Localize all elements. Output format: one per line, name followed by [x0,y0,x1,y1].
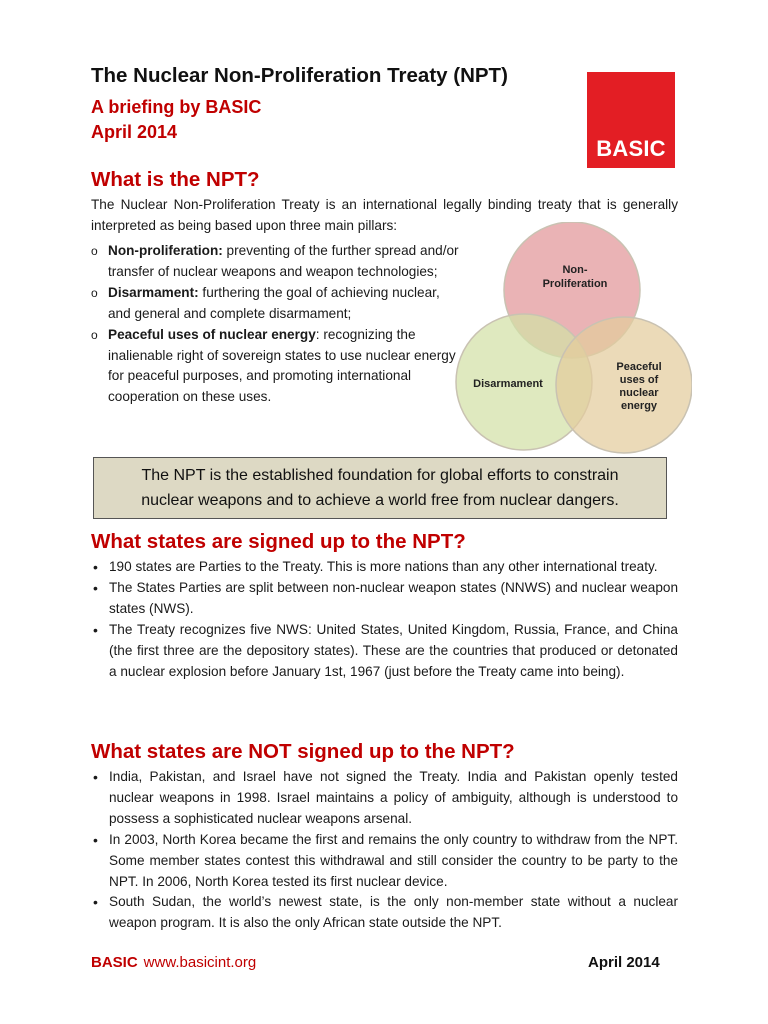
venn-label-right-2: uses of [619,374,659,386]
footer-date: April 2014 [588,954,660,971]
list-item: • The States Parties are split between non-nuclear weapon states (NNWS) and nuclear weapon states (NWS). [91,578,678,620]
list-item: • In 2003, North Korea became the first and remains the only country to withdraw from the NPT. Some member states contest this withdrawal and still consider the country to be party to the NPT. In 2006, North Korea tested its first nuclear device. [91,830,678,893]
section-heading-signed-states: What states are signed up to the NPT? [91,530,466,553]
list-item: • South Sudan, the world’s newest state, is the only non-member state without a nuclear weapon program. It is also the only African state outside the NPT. [91,892,678,934]
venn-label-left: Disarmament [473,378,543,390]
list-item [91,283,461,325]
footer-website-link[interactable]: www.basicint.org [143,954,257,971]
document-subtitle: A briefing by BASIC [91,97,262,117]
venn-label-top-1: Non- [562,264,588,276]
document-title: The Nuclear Non-Proliferation Treaty (NPT) [91,64,508,87]
footer [91,954,256,971]
list-item [91,241,461,283]
pillar-text: : recognizing the inalienable right of sovereign states to use nuclear energy for peaceful purposes, and promoting international cooperation on these uses. [108,326,456,405]
pillar-term: Non-proliferation: [108,243,223,258]
venn-label-right-1: Peaceful [616,361,662,373]
pillar-term: Disarmament: [108,284,199,300]
pillar-text: preventing of the further spread and/or transfer of nuclear weapons and weapon technologies; [108,243,459,279]
section-heading-not-signed-states: What states are NOT signed up to the NPT? [91,740,515,763]
document-date: April 2014 [91,122,178,142]
callout-line: The NPT is the established foundation for global efforts to constrain [141,467,619,484]
pillar-text: furthering the goal of achieving nuclear, and general and complete disarmament; [108,284,440,321]
section-heading-what-is-npt: What is the NPT? [91,168,260,191]
intro-paragraph: The Nuclear Non-Proliferation Treaty is an international legally binding treaty that is generally interpreted as being based upon three main pillars: [91,197,678,233]
three-pillars-venn-diagram [452,222,692,454]
basic-logo [587,72,675,168]
footer-brand: BASIC [91,954,138,971]
venn-label-right-3: nuclear [619,387,659,399]
pillar-term: Peaceful uses of nuclear energy [108,326,316,342]
signed-states-list [91,557,678,682]
basic-logo-text: BASIC [596,136,666,161]
not-signed-states-list [91,767,678,934]
list-item [91,325,461,409]
venn-label-right-4: energy [620,400,658,412]
npt-foundation-callout [93,457,667,519]
callout-line: nuclear weapons and to achieve a world free from nuclear dangers. [141,491,619,509]
list-item: • 190 states are Parties to the Treaty. This is more nations than any other international treaty. [91,557,678,578]
venn-label-top-2: Proliferation [542,278,608,290]
pillars-list [91,241,461,408]
list-item: • India, Pakistan, and Israel have not signed the Treaty. India and Pakistan openly tested nuclear weapons in 1998. Israel maintains a policy of ambiguity, although is understood to possess a sophisticated nuclear weapons arsenal. [91,767,678,830]
list-item: • The Treaty recognizes five NWS: United States, United Kingdom, Russia, France, and China (the first three are the depository states). These are the countries that produced or detonated a nuclear explosion before January 1st, 1967 (just before the Treaty came into being). [91,620,678,683]
